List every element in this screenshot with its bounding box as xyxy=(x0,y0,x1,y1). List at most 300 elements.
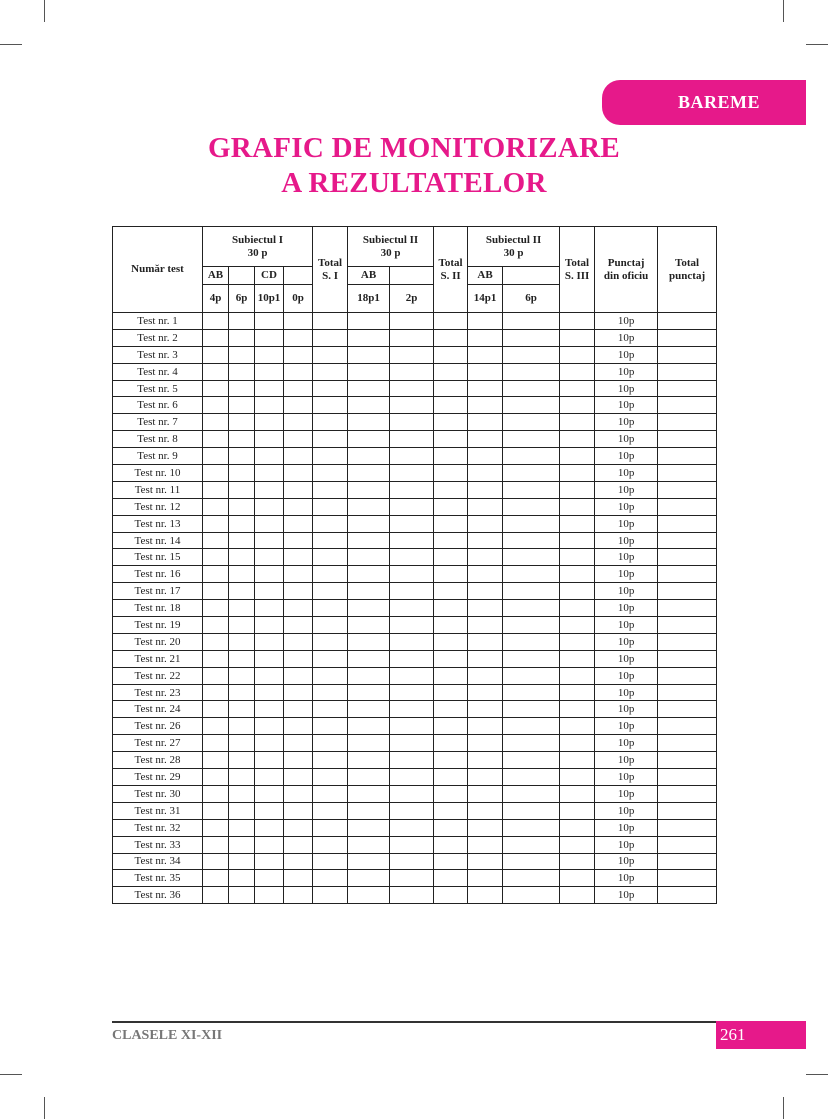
row-empty-cell xyxy=(658,600,717,617)
row-test-label: Test nr. 30 xyxy=(113,785,203,802)
row-empty-cell xyxy=(203,870,229,887)
row-empty-cell xyxy=(434,583,468,600)
row-empty-cell xyxy=(658,650,717,667)
row-empty-cell xyxy=(284,498,313,515)
header-s1-blank-1 xyxy=(229,267,255,285)
row-empty-cell xyxy=(255,684,284,701)
row-empty-cell xyxy=(313,313,348,330)
row-empty-cell xyxy=(313,329,348,346)
row-empty-cell xyxy=(434,448,468,465)
row-empty-cell xyxy=(503,515,560,532)
row-empty-cell xyxy=(284,380,313,397)
row-punctaj-oficiu: 10p xyxy=(595,684,658,701)
row-empty-cell xyxy=(203,769,229,786)
table-row xyxy=(113,870,717,887)
row-empty-cell xyxy=(560,650,595,667)
row-empty-cell xyxy=(434,650,468,667)
row-empty-cell xyxy=(658,329,717,346)
row-empty-cell xyxy=(468,836,503,853)
header-punctaj-oficiu-line2: din oficiu xyxy=(603,269,649,282)
row-empty-cell xyxy=(348,870,390,887)
row-empty-cell xyxy=(348,819,390,836)
row-punctaj-oficiu: 10p xyxy=(595,583,658,600)
row-empty-cell xyxy=(203,532,229,549)
row-punctaj-oficiu: 10p xyxy=(595,465,658,482)
row-empty-cell xyxy=(284,735,313,752)
row-empty-cell xyxy=(390,752,434,769)
row-empty-cell xyxy=(229,617,255,634)
row-empty-cell xyxy=(390,684,434,701)
row-empty-cell xyxy=(255,498,284,515)
header-total-s1-line2: S. I xyxy=(322,269,338,282)
row-empty-cell xyxy=(434,735,468,752)
row-empty-cell xyxy=(390,380,434,397)
row-empty-cell xyxy=(284,313,313,330)
row-empty-cell xyxy=(390,718,434,735)
row-empty-cell xyxy=(468,397,503,414)
row-empty-cell xyxy=(348,346,390,363)
row-punctaj-oficiu: 10p xyxy=(595,836,658,853)
row-empty-cell xyxy=(203,346,229,363)
row-empty-cell xyxy=(560,600,595,617)
row-punctaj-oficiu: 10p xyxy=(595,397,658,414)
row-empty-cell xyxy=(434,802,468,819)
table-row xyxy=(113,532,717,549)
row-empty-cell xyxy=(284,448,313,465)
row-empty-cell xyxy=(203,752,229,769)
row-empty-cell xyxy=(390,600,434,617)
row-test-label: Test nr. 16 xyxy=(113,566,203,583)
row-empty-cell xyxy=(560,819,595,836)
table-row xyxy=(113,684,717,701)
row-empty-cell xyxy=(468,819,503,836)
row-empty-cell xyxy=(390,431,434,448)
row-empty-cell xyxy=(390,819,434,836)
row-empty-cell xyxy=(229,380,255,397)
row-empty-cell xyxy=(255,819,284,836)
row-empty-cell xyxy=(560,735,595,752)
row-empty-cell xyxy=(658,515,717,532)
row-empty-cell xyxy=(560,481,595,498)
row-empty-cell xyxy=(560,515,595,532)
row-empty-cell xyxy=(658,414,717,431)
row-empty-cell xyxy=(560,667,595,684)
section-tab xyxy=(602,80,806,125)
row-empty-cell xyxy=(313,397,348,414)
row-empty-cell xyxy=(313,380,348,397)
row-empty-cell xyxy=(255,431,284,448)
row-test-label: Test nr. 23 xyxy=(113,684,203,701)
row-empty-cell xyxy=(390,313,434,330)
row-empty-cell xyxy=(560,498,595,515)
row-empty-cell xyxy=(203,650,229,667)
row-empty-cell xyxy=(560,313,595,330)
row-empty-cell xyxy=(658,752,717,769)
row-empty-cell xyxy=(348,515,390,532)
row-empty-cell xyxy=(203,836,229,853)
row-empty-cell xyxy=(390,735,434,752)
row-empty-cell xyxy=(503,802,560,819)
row-empty-cell xyxy=(229,566,255,583)
row-empty-cell xyxy=(503,701,560,718)
table-row xyxy=(113,583,717,600)
row-empty-cell xyxy=(203,684,229,701)
table-row xyxy=(113,836,717,853)
row-empty-cell xyxy=(313,465,348,482)
header-total-s3-line2: S. III xyxy=(564,269,590,282)
row-empty-cell xyxy=(348,684,390,701)
header-subiectul-2-points: 30 p xyxy=(380,246,401,259)
row-empty-cell xyxy=(229,448,255,465)
row-empty-cell xyxy=(468,853,503,870)
row-empty-cell xyxy=(229,549,255,566)
row-punctaj-oficiu: 10p xyxy=(595,448,658,465)
row-empty-cell xyxy=(503,887,560,904)
row-punctaj-oficiu: 10p xyxy=(595,549,658,566)
row-empty-cell xyxy=(203,465,229,482)
row-empty-cell xyxy=(229,752,255,769)
row-empty-cell xyxy=(348,853,390,870)
row-empty-cell xyxy=(313,617,348,634)
row-empty-cell xyxy=(503,836,560,853)
row-empty-cell xyxy=(229,667,255,684)
row-empty-cell xyxy=(203,431,229,448)
row-empty-cell xyxy=(434,752,468,769)
row-punctaj-oficiu: 10p xyxy=(595,329,658,346)
row-empty-cell xyxy=(658,802,717,819)
row-empty-cell xyxy=(203,498,229,515)
row-empty-cell xyxy=(503,380,560,397)
row-empty-cell xyxy=(229,633,255,650)
row-empty-cell xyxy=(255,448,284,465)
row-empty-cell xyxy=(503,414,560,431)
row-empty-cell xyxy=(434,667,468,684)
page-number-badge xyxy=(716,1021,806,1049)
row-test-label: Test nr. 14 xyxy=(113,532,203,549)
row-empty-cell xyxy=(468,566,503,583)
row-test-label: Test nr. 34 xyxy=(113,853,203,870)
row-empty-cell xyxy=(390,617,434,634)
page-title-line-1: GRAFIC DE MONITORIZARE xyxy=(207,132,621,164)
row-empty-cell xyxy=(284,566,313,583)
row-empty-cell xyxy=(560,549,595,566)
row-empty-cell xyxy=(434,718,468,735)
table-row xyxy=(113,735,717,752)
row-empty-cell xyxy=(503,566,560,583)
row-empty-cell xyxy=(468,549,503,566)
row-empty-cell xyxy=(468,701,503,718)
row-empty-cell xyxy=(348,448,390,465)
row-punctaj-oficiu: 10p xyxy=(595,363,658,380)
crop-mark xyxy=(806,1074,828,1075)
row-empty-cell xyxy=(468,735,503,752)
row-empty-cell xyxy=(560,448,595,465)
table-row xyxy=(113,465,717,482)
row-empty-cell xyxy=(434,329,468,346)
row-empty-cell xyxy=(560,431,595,448)
header-s1-ab: AB xyxy=(203,267,229,285)
row-empty-cell xyxy=(255,718,284,735)
table-row xyxy=(113,752,717,769)
row-empty-cell xyxy=(468,583,503,600)
table-row xyxy=(113,329,717,346)
header-subiectul-3 xyxy=(468,227,560,267)
table-row xyxy=(113,617,717,634)
row-empty-cell xyxy=(284,650,313,667)
table-row xyxy=(113,549,717,566)
row-punctaj-oficiu: 10p xyxy=(595,600,658,617)
row-empty-cell xyxy=(313,718,348,735)
row-empty-cell xyxy=(284,617,313,634)
row-empty-cell xyxy=(203,397,229,414)
table-row xyxy=(113,600,717,617)
header-numar-test: Număr test xyxy=(113,227,203,313)
row-empty-cell xyxy=(284,363,313,380)
row-empty-cell xyxy=(255,701,284,718)
row-empty-cell xyxy=(390,785,434,802)
row-empty-cell xyxy=(348,617,390,634)
row-empty-cell xyxy=(503,532,560,549)
row-empty-cell xyxy=(203,735,229,752)
row-empty-cell xyxy=(434,481,468,498)
row-empty-cell xyxy=(503,431,560,448)
row-test-label: Test nr. 18 xyxy=(113,600,203,617)
row-test-label: Test nr. 19 xyxy=(113,617,203,634)
row-empty-cell xyxy=(229,600,255,617)
row-test-label: Test nr. 12 xyxy=(113,498,203,515)
row-empty-cell xyxy=(203,718,229,735)
row-punctaj-oficiu: 10p xyxy=(595,414,658,431)
row-empty-cell xyxy=(229,465,255,482)
row-empty-cell xyxy=(434,363,468,380)
row-test-label: Test nr. 27 xyxy=(113,735,203,752)
table-row xyxy=(113,853,717,870)
row-test-label: Test nr. 15 xyxy=(113,549,203,566)
row-empty-cell xyxy=(255,600,284,617)
row-empty-cell xyxy=(313,431,348,448)
row-empty-cell xyxy=(390,448,434,465)
row-empty-cell xyxy=(284,853,313,870)
row-empty-cell xyxy=(390,853,434,870)
header-s3-points-2: 6p xyxy=(503,285,560,313)
row-empty-cell xyxy=(658,481,717,498)
row-empty-cell xyxy=(468,414,503,431)
row-empty-cell xyxy=(203,363,229,380)
row-empty-cell xyxy=(284,819,313,836)
row-empty-cell xyxy=(229,836,255,853)
row-empty-cell xyxy=(313,769,348,786)
row-empty-cell xyxy=(658,448,717,465)
row-test-label: Test nr. 17 xyxy=(113,583,203,600)
row-empty-cell xyxy=(203,414,229,431)
row-empty-cell xyxy=(503,583,560,600)
row-empty-cell xyxy=(468,684,503,701)
table-row xyxy=(113,566,717,583)
row-empty-cell xyxy=(313,802,348,819)
row-test-label: Test nr. 26 xyxy=(113,718,203,735)
row-punctaj-oficiu: 10p xyxy=(595,481,658,498)
row-empty-cell xyxy=(434,600,468,617)
row-test-label: Test nr. 35 xyxy=(113,870,203,887)
row-empty-cell xyxy=(229,819,255,836)
row-empty-cell xyxy=(313,532,348,549)
table-row xyxy=(113,650,717,667)
row-empty-cell xyxy=(390,363,434,380)
row-test-label: Test nr. 7 xyxy=(113,414,203,431)
header-s2-blank xyxy=(390,267,434,285)
row-empty-cell xyxy=(434,313,468,330)
row-empty-cell xyxy=(390,566,434,583)
row-empty-cell xyxy=(658,566,717,583)
row-empty-cell xyxy=(434,380,468,397)
row-test-label: Test nr. 36 xyxy=(113,887,203,904)
row-empty-cell xyxy=(468,600,503,617)
row-empty-cell xyxy=(468,633,503,650)
row-empty-cell xyxy=(560,853,595,870)
row-empty-cell xyxy=(434,870,468,887)
row-empty-cell xyxy=(390,836,434,853)
row-empty-cell xyxy=(560,465,595,482)
row-empty-cell xyxy=(503,397,560,414)
row-empty-cell xyxy=(658,870,717,887)
row-empty-cell xyxy=(468,465,503,482)
row-empty-cell xyxy=(313,887,348,904)
row-empty-cell xyxy=(348,701,390,718)
row-empty-cell xyxy=(503,498,560,515)
row-empty-cell xyxy=(284,870,313,887)
row-empty-cell xyxy=(434,566,468,583)
row-empty-cell xyxy=(468,431,503,448)
row-empty-cell xyxy=(229,650,255,667)
footer-divider xyxy=(112,1021,716,1023)
row-empty-cell xyxy=(658,667,717,684)
row-empty-cell xyxy=(434,346,468,363)
row-empty-cell xyxy=(434,887,468,904)
row-empty-cell xyxy=(229,532,255,549)
row-punctaj-oficiu: 10p xyxy=(595,346,658,363)
row-empty-cell xyxy=(503,313,560,330)
row-empty-cell xyxy=(503,448,560,465)
row-empty-cell xyxy=(503,600,560,617)
row-empty-cell xyxy=(348,313,390,330)
row-empty-cell xyxy=(255,363,284,380)
table-row xyxy=(113,380,717,397)
table-row xyxy=(113,819,717,836)
header-total-s2 xyxy=(434,227,468,313)
row-empty-cell xyxy=(203,380,229,397)
crop-mark xyxy=(783,0,784,22)
row-empty-cell xyxy=(390,769,434,786)
row-empty-cell xyxy=(468,481,503,498)
row-empty-cell xyxy=(468,785,503,802)
row-empty-cell xyxy=(560,870,595,887)
row-empty-cell xyxy=(313,735,348,752)
row-empty-cell xyxy=(255,617,284,634)
header-s1-points-1: 4p xyxy=(203,285,229,313)
row-empty-cell xyxy=(348,752,390,769)
row-test-label: Test nr. 5 xyxy=(113,380,203,397)
row-empty-cell xyxy=(348,887,390,904)
row-empty-cell xyxy=(313,633,348,650)
row-empty-cell xyxy=(284,633,313,650)
row-punctaj-oficiu: 10p xyxy=(595,633,658,650)
row-empty-cell xyxy=(229,515,255,532)
row-empty-cell xyxy=(255,785,284,802)
row-empty-cell xyxy=(313,549,348,566)
row-test-label: Test nr. 20 xyxy=(113,633,203,650)
row-punctaj-oficiu: 10p xyxy=(595,667,658,684)
row-empty-cell xyxy=(560,532,595,549)
row-empty-cell xyxy=(658,397,717,414)
row-punctaj-oficiu: 10p xyxy=(595,617,658,634)
row-empty-cell xyxy=(390,465,434,482)
row-empty-cell xyxy=(434,769,468,786)
row-empty-cell xyxy=(255,836,284,853)
table-row xyxy=(113,346,717,363)
row-empty-cell xyxy=(658,363,717,380)
row-empty-cell xyxy=(203,853,229,870)
row-empty-cell xyxy=(658,617,717,634)
row-punctaj-oficiu: 10p xyxy=(595,515,658,532)
row-empty-cell xyxy=(348,566,390,583)
row-punctaj-oficiu: 10p xyxy=(595,532,658,549)
row-empty-cell xyxy=(284,769,313,786)
header-total-s2-line2: S. II xyxy=(440,269,461,282)
row-empty-cell xyxy=(468,532,503,549)
row-empty-cell xyxy=(348,431,390,448)
row-empty-cell xyxy=(284,718,313,735)
crop-mark xyxy=(0,1074,22,1075)
row-empty-cell xyxy=(255,532,284,549)
row-empty-cell xyxy=(390,650,434,667)
row-empty-cell xyxy=(348,583,390,600)
table-header xyxy=(113,227,717,313)
row-empty-cell xyxy=(434,515,468,532)
row-empty-cell xyxy=(348,481,390,498)
row-empty-cell xyxy=(229,397,255,414)
row-empty-cell xyxy=(503,684,560,701)
row-empty-cell xyxy=(313,346,348,363)
row-empty-cell xyxy=(313,650,348,667)
row-empty-cell xyxy=(313,701,348,718)
row-empty-cell xyxy=(255,566,284,583)
crop-mark xyxy=(783,1097,784,1119)
row-empty-cell xyxy=(348,329,390,346)
row-empty-cell xyxy=(390,667,434,684)
row-empty-cell xyxy=(284,431,313,448)
row-empty-cell xyxy=(284,515,313,532)
row-empty-cell xyxy=(390,870,434,887)
row-empty-cell xyxy=(284,583,313,600)
row-punctaj-oficiu: 10p xyxy=(595,785,658,802)
row-punctaj-oficiu: 10p xyxy=(595,752,658,769)
row-empty-cell xyxy=(284,414,313,431)
row-empty-cell xyxy=(468,870,503,887)
header-subiectul-1-title: Subiectul I xyxy=(232,233,284,246)
row-empty-cell xyxy=(284,802,313,819)
row-empty-cell xyxy=(255,667,284,684)
crop-mark xyxy=(44,0,45,22)
row-empty-cell xyxy=(313,853,348,870)
row-empty-cell xyxy=(503,785,560,802)
row-empty-cell xyxy=(348,785,390,802)
header-s1-points-4: 0p xyxy=(284,285,313,313)
row-empty-cell xyxy=(560,617,595,634)
row-empty-cell xyxy=(560,836,595,853)
row-empty-cell xyxy=(348,397,390,414)
row-empty-cell xyxy=(560,380,595,397)
row-empty-cell xyxy=(229,481,255,498)
